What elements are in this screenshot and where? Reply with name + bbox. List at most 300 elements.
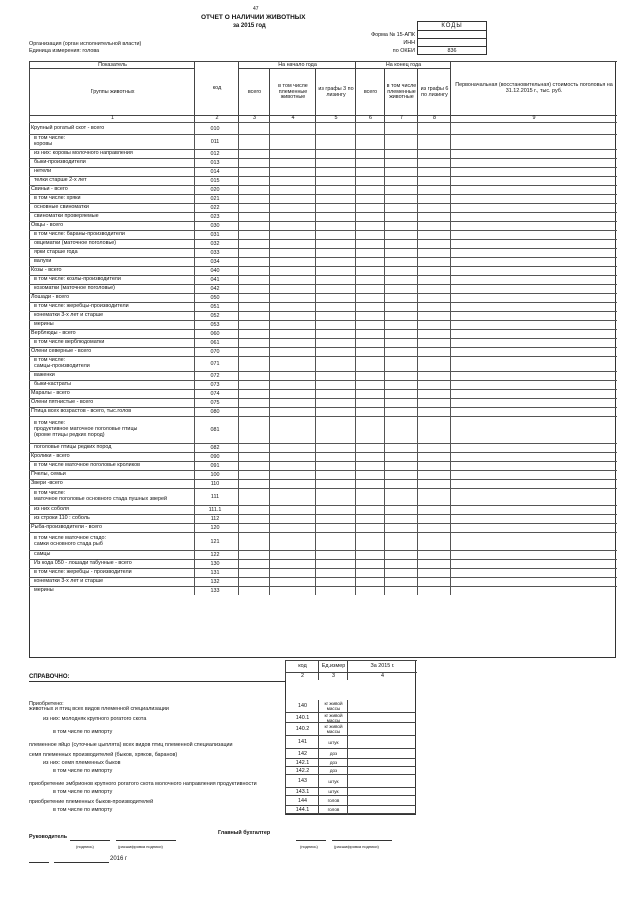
value-cell[interactable]: [356, 168, 384, 176]
value-cell[interactable]: [385, 462, 417, 470]
value-cell[interactable]: [356, 381, 384, 389]
value-cell[interactable]: [451, 267, 616, 275]
value-cell[interactable]: [418, 249, 450, 257]
value-cell[interactable]: [316, 462, 355, 470]
value-cell[interactable]: [385, 348, 417, 356]
value-cell[interactable]: [239, 240, 269, 248]
reference-value-cell[interactable]: [347, 736, 416, 750]
value-cell[interactable]: [418, 524, 450, 532]
value-cell[interactable]: [451, 213, 616, 221]
value-cell[interactable]: [418, 462, 450, 470]
value-cell[interactable]: [451, 471, 616, 479]
value-cell[interactable]: [316, 524, 355, 532]
value-cell[interactable]: [270, 330, 315, 338]
value-cell[interactable]: [270, 276, 315, 284]
value-cell[interactable]: [418, 587, 450, 595]
value-cell[interactable]: [418, 381, 450, 389]
value-cell[interactable]: [270, 231, 315, 239]
value-cell[interactable]: [239, 587, 269, 595]
value-cell[interactable]: [418, 551, 450, 559]
value-cell[interactable]: [418, 417, 450, 443]
value-cell[interactable]: [270, 258, 315, 266]
value-cell[interactable]: [356, 533, 384, 550]
value-cell[interactable]: [385, 444, 417, 452]
value-cell[interactable]: [356, 222, 384, 230]
value-cell[interactable]: [418, 186, 450, 194]
value-cell[interactable]: [356, 357, 384, 371]
value-cell[interactable]: [239, 533, 269, 550]
value-cell[interactable]: [385, 453, 417, 461]
value-cell[interactable]: [239, 303, 269, 311]
value-cell[interactable]: [270, 471, 315, 479]
value-cell[interactable]: [239, 569, 269, 577]
value-cell[interactable]: [451, 294, 616, 302]
value-cell[interactable]: [385, 390, 417, 398]
value-cell[interactable]: [270, 312, 315, 320]
value-cell[interactable]: [239, 168, 269, 176]
value-cell[interactable]: [316, 417, 355, 443]
value-cell[interactable]: [356, 524, 384, 532]
value-cell[interactable]: [270, 506, 315, 514]
value-cell[interactable]: [451, 204, 616, 212]
value-cell[interactable]: [239, 480, 269, 488]
value-cell[interactable]: [418, 444, 450, 452]
value-cell[interactable]: [270, 587, 315, 595]
value-cell[interactable]: [385, 399, 417, 407]
value-cell[interactable]: [418, 399, 450, 407]
value-cell[interactable]: [316, 276, 355, 284]
value-cell[interactable]: [385, 372, 417, 380]
value-cell[interactable]: [316, 551, 355, 559]
value-cell[interactable]: [356, 462, 384, 470]
value-cell[interactable]: [418, 390, 450, 398]
value-cell[interactable]: [239, 417, 269, 443]
head-decode-line[interactable]: [116, 840, 176, 841]
value-cell[interactable]: [385, 533, 417, 550]
value-cell[interactable]: [316, 399, 355, 407]
value-cell[interactable]: [316, 249, 355, 257]
value-cell[interactable]: [270, 159, 315, 167]
value-cell[interactable]: [316, 480, 355, 488]
value-cell[interactable]: [356, 312, 384, 320]
value-cell[interactable]: [270, 177, 315, 185]
value-cell[interactable]: [451, 249, 616, 257]
value-cell[interactable]: [239, 357, 269, 371]
value-cell[interactable]: [451, 177, 616, 185]
value-cell[interactable]: [385, 285, 417, 293]
value-cell[interactable]: [270, 348, 315, 356]
value-cell[interactable]: [418, 150, 450, 158]
value-cell[interactable]: [356, 444, 384, 452]
value-cell[interactable]: [316, 231, 355, 239]
value-cell[interactable]: [239, 285, 269, 293]
value-cell[interactable]: [385, 524, 417, 532]
value-cell[interactable]: [451, 408, 616, 416]
value-cell[interactable]: [316, 381, 355, 389]
value-cell[interactable]: [270, 480, 315, 488]
value-cell[interactable]: [385, 231, 417, 239]
value-cell[interactable]: [316, 569, 355, 577]
value-cell[interactable]: [356, 515, 384, 523]
value-cell[interactable]: [418, 195, 450, 203]
value-cell[interactable]: [418, 372, 450, 380]
value-cell[interactable]: [270, 240, 315, 248]
value-cell[interactable]: [356, 267, 384, 275]
value-cell[interactable]: [356, 249, 384, 257]
value-cell[interactable]: [270, 294, 315, 302]
value-cell[interactable]: [239, 444, 269, 452]
value-cell[interactable]: [239, 506, 269, 514]
value-cell[interactable]: [356, 186, 384, 194]
value-cell[interactable]: [356, 294, 384, 302]
value-cell[interactable]: [239, 390, 269, 398]
date-day-line[interactable]: [29, 862, 49, 863]
value-cell[interactable]: [418, 471, 450, 479]
value-cell[interactable]: [270, 222, 315, 230]
value-cell[interactable]: [451, 258, 616, 266]
value-cell[interactable]: [316, 506, 355, 514]
accountant-decode-line[interactable]: [332, 840, 392, 841]
value-cell[interactable]: [451, 453, 616, 461]
value-cell[interactable]: [385, 123, 417, 134]
value-cell[interactable]: [239, 372, 269, 380]
value-cell[interactable]: [385, 480, 417, 488]
value-cell[interactable]: [316, 330, 355, 338]
value-cell[interactable]: [316, 267, 355, 275]
value-cell[interactable]: [451, 569, 616, 577]
value-cell[interactable]: [270, 372, 315, 380]
value-cell[interactable]: [239, 186, 269, 194]
value-cell[interactable]: [356, 587, 384, 595]
value-cell[interactable]: [270, 515, 315, 523]
value-cell[interactable]: [270, 135, 315, 149]
value-cell[interactable]: [418, 285, 450, 293]
value-cell[interactable]: [451, 312, 616, 320]
value-cell[interactable]: [316, 294, 355, 302]
value-cell[interactable]: [356, 372, 384, 380]
value-cell[interactable]: [270, 560, 315, 568]
value-cell[interactable]: [356, 348, 384, 356]
value-cell[interactable]: [418, 348, 450, 356]
value-cell[interactable]: [356, 285, 384, 293]
value-cell[interactable]: [418, 258, 450, 266]
value-cell[interactable]: [385, 515, 417, 523]
value-cell[interactable]: [239, 348, 269, 356]
value-cell[interactable]: [239, 453, 269, 461]
value-cell[interactable]: [451, 578, 616, 586]
value-cell[interactable]: [385, 339, 417, 347]
value-cell[interactable]: [270, 408, 315, 416]
value-cell[interactable]: [418, 294, 450, 302]
value-cell[interactable]: [356, 123, 384, 134]
value-cell[interactable]: [316, 204, 355, 212]
value-cell[interactable]: [239, 578, 269, 586]
value-cell[interactable]: [385, 321, 417, 329]
value-cell[interactable]: [316, 339, 355, 347]
value-cell[interactable]: [356, 150, 384, 158]
value-cell[interactable]: [239, 312, 269, 320]
value-cell[interactable]: [316, 195, 355, 203]
date-month-line[interactable]: [54, 862, 109, 863]
value-cell[interactable]: [316, 587, 355, 595]
value-cell[interactable]: [418, 489, 450, 505]
value-cell[interactable]: [418, 578, 450, 586]
value-cell[interactable]: [316, 533, 355, 550]
value-cell[interactable]: [451, 303, 616, 311]
value-cell[interactable]: [356, 258, 384, 266]
value-cell[interactable]: [356, 321, 384, 329]
value-cell[interactable]: [316, 372, 355, 380]
value-cell[interactable]: [385, 213, 417, 221]
value-cell[interactable]: [451, 489, 616, 505]
value-cell[interactable]: [239, 294, 269, 302]
value-cell[interactable]: [316, 515, 355, 523]
value-cell[interactable]: [385, 381, 417, 389]
value-cell[interactable]: [451, 399, 616, 407]
value-cell[interactable]: [385, 150, 417, 158]
value-cell[interactable]: [451, 506, 616, 514]
value-cell[interactable]: [270, 168, 315, 176]
value-cell[interactable]: [418, 533, 450, 550]
value-cell[interactable]: [385, 569, 417, 577]
value-cell[interactable]: [418, 303, 450, 311]
value-cell[interactable]: [270, 489, 315, 505]
value-cell[interactable]: [239, 267, 269, 275]
value-cell[interactable]: [239, 135, 269, 149]
value-cell[interactable]: [451, 462, 616, 470]
head-signature-line[interactable]: [70, 840, 110, 841]
value-cell[interactable]: [239, 321, 269, 329]
value-cell[interactable]: [270, 399, 315, 407]
value-cell[interactable]: [270, 381, 315, 389]
value-cell[interactable]: [316, 186, 355, 194]
value-cell[interactable]: [418, 506, 450, 514]
value-cell[interactable]: [356, 195, 384, 203]
value-cell[interactable]: [356, 231, 384, 239]
value-cell[interactable]: [316, 578, 355, 586]
value-cell[interactable]: [239, 213, 269, 221]
value-cell[interactable]: [316, 222, 355, 230]
value-cell[interactable]: [451, 533, 616, 550]
value-cell[interactable]: [316, 159, 355, 167]
value-cell[interactable]: [239, 249, 269, 257]
value-cell[interactable]: [356, 569, 384, 577]
value-cell[interactable]: [356, 390, 384, 398]
value-cell[interactable]: [239, 560, 269, 568]
value-cell[interactable]: [451, 123, 616, 134]
value-cell[interactable]: [316, 303, 355, 311]
value-cell[interactable]: [239, 381, 269, 389]
value-cell[interactable]: [385, 204, 417, 212]
value-cell[interactable]: [451, 186, 616, 194]
value-cell[interactable]: [316, 258, 355, 266]
value-cell[interactable]: [270, 390, 315, 398]
value-cell[interactable]: [316, 285, 355, 293]
value-cell[interactable]: [418, 222, 450, 230]
value-cell[interactable]: [451, 321, 616, 329]
value-cell[interactable]: [270, 533, 315, 550]
value-cell[interactable]: [239, 276, 269, 284]
value-cell[interactable]: [270, 569, 315, 577]
value-cell[interactable]: [356, 339, 384, 347]
value-cell[interactable]: [316, 390, 355, 398]
value-cell[interactable]: [239, 551, 269, 559]
value-cell[interactable]: [270, 204, 315, 212]
value-cell[interactable]: [451, 515, 616, 523]
value-cell[interactable]: [385, 587, 417, 595]
value-cell[interactable]: [270, 444, 315, 452]
value-cell[interactable]: [418, 123, 450, 134]
value-cell[interactable]: [356, 489, 384, 505]
value-cell[interactable]: [418, 560, 450, 568]
value-cell[interactable]: [451, 285, 616, 293]
value-cell[interactable]: [385, 578, 417, 586]
value-cell[interactable]: [356, 506, 384, 514]
value-cell[interactable]: [239, 159, 269, 167]
value-cell[interactable]: [356, 408, 384, 416]
value-cell[interactable]: [451, 444, 616, 452]
value-cell[interactable]: [451, 480, 616, 488]
value-cell[interactable]: [316, 408, 355, 416]
value-cell[interactable]: [316, 321, 355, 329]
value-cell[interactable]: [451, 560, 616, 568]
value-cell[interactable]: [239, 515, 269, 523]
value-cell[interactable]: [356, 303, 384, 311]
value-cell[interactable]: [385, 506, 417, 514]
value-cell[interactable]: [356, 471, 384, 479]
value-cell[interactable]: [418, 339, 450, 347]
value-cell[interactable]: [270, 195, 315, 203]
value-cell[interactable]: [270, 267, 315, 275]
value-cell[interactable]: [385, 258, 417, 266]
value-cell[interactable]: [270, 339, 315, 347]
value-cell[interactable]: [418, 357, 450, 371]
value-cell[interactable]: [418, 330, 450, 338]
value-cell[interactable]: [356, 159, 384, 167]
value-cell[interactable]: [385, 177, 417, 185]
reference-value-cell[interactable]: [347, 723, 416, 737]
value-cell[interactable]: [451, 135, 616, 149]
value-cell[interactable]: [451, 240, 616, 248]
value-cell[interactable]: [356, 213, 384, 221]
value-cell[interactable]: [270, 462, 315, 470]
value-cell[interactable]: [316, 471, 355, 479]
value-cell[interactable]: [356, 240, 384, 248]
value-cell[interactable]: [270, 303, 315, 311]
value-cell[interactable]: [418, 453, 450, 461]
value-cell[interactable]: [385, 357, 417, 371]
value-cell[interactable]: [385, 408, 417, 416]
value-cell[interactable]: [270, 249, 315, 257]
value-cell[interactable]: [270, 213, 315, 221]
accountant-signature-line[interactable]: [296, 840, 326, 841]
value-cell[interactable]: [239, 408, 269, 416]
value-cell[interactable]: [451, 222, 616, 230]
value-cell[interactable]: [356, 480, 384, 488]
value-cell[interactable]: [356, 330, 384, 338]
value-cell[interactable]: [316, 177, 355, 185]
value-cell[interactable]: [356, 551, 384, 559]
value-cell[interactable]: [316, 123, 355, 134]
value-cell[interactable]: [239, 258, 269, 266]
value-cell[interactable]: [385, 330, 417, 338]
value-cell[interactable]: [451, 551, 616, 559]
value-cell[interactable]: [451, 348, 616, 356]
value-cell[interactable]: [451, 159, 616, 167]
value-cell[interactable]: [418, 276, 450, 284]
value-cell[interactable]: [451, 330, 616, 338]
value-cell[interactable]: [316, 312, 355, 320]
value-cell[interactable]: [316, 240, 355, 248]
value-cell[interactable]: [316, 213, 355, 221]
value-cell[interactable]: [270, 186, 315, 194]
value-cell[interactable]: [451, 417, 616, 443]
value-cell[interactable]: [270, 578, 315, 586]
value-cell[interactable]: [418, 213, 450, 221]
value-cell[interactable]: [418, 267, 450, 275]
value-cell[interactable]: [239, 123, 269, 134]
value-cell[interactable]: [239, 177, 269, 185]
value-cell[interactable]: [385, 303, 417, 311]
reference-value-cell[interactable]: [347, 806, 416, 815]
value-cell[interactable]: [239, 471, 269, 479]
value-cell[interactable]: [451, 390, 616, 398]
value-cell[interactable]: [451, 231, 616, 239]
value-cell[interactable]: [418, 321, 450, 329]
value-cell[interactable]: [239, 204, 269, 212]
value-cell[interactable]: [270, 551, 315, 559]
value-cell[interactable]: [239, 489, 269, 505]
value-cell[interactable]: [270, 285, 315, 293]
value-cell[interactable]: [239, 399, 269, 407]
value-cell[interactable]: [356, 399, 384, 407]
value-cell[interactable]: [356, 276, 384, 284]
value-cell[interactable]: [385, 240, 417, 248]
value-cell[interactable]: [418, 159, 450, 167]
value-cell[interactable]: [356, 453, 384, 461]
value-cell[interactable]: [239, 524, 269, 532]
value-cell[interactable]: [385, 186, 417, 194]
value-cell[interactable]: [418, 240, 450, 248]
value-cell[interactable]: [356, 560, 384, 568]
value-cell[interactable]: [385, 471, 417, 479]
value-cell[interactable]: [270, 453, 315, 461]
value-cell[interactable]: [385, 312, 417, 320]
value-cell[interactable]: [356, 417, 384, 443]
value-cell[interactable]: [451, 168, 616, 176]
value-cell[interactable]: [316, 357, 355, 371]
value-cell[interactable]: [385, 267, 417, 275]
value-cell[interactable]: [239, 150, 269, 158]
value-cell[interactable]: [385, 249, 417, 257]
value-cell[interactable]: [418, 480, 450, 488]
value-cell[interactable]: [451, 150, 616, 158]
value-cell[interactable]: [239, 231, 269, 239]
value-cell[interactable]: [385, 195, 417, 203]
value-cell[interactable]: [270, 150, 315, 158]
value-cell[interactable]: [270, 417, 315, 443]
reference-value-cell[interactable]: [347, 700, 416, 714]
value-cell[interactable]: [385, 551, 417, 559]
value-cell[interactable]: [385, 276, 417, 284]
value-cell[interactable]: [418, 168, 450, 176]
value-cell[interactable]: [385, 294, 417, 302]
value-cell[interactable]: [385, 417, 417, 443]
value-cell[interactable]: [239, 462, 269, 470]
value-cell[interactable]: [316, 453, 355, 461]
value-cell[interactable]: [385, 159, 417, 167]
value-cell[interactable]: [316, 150, 355, 158]
